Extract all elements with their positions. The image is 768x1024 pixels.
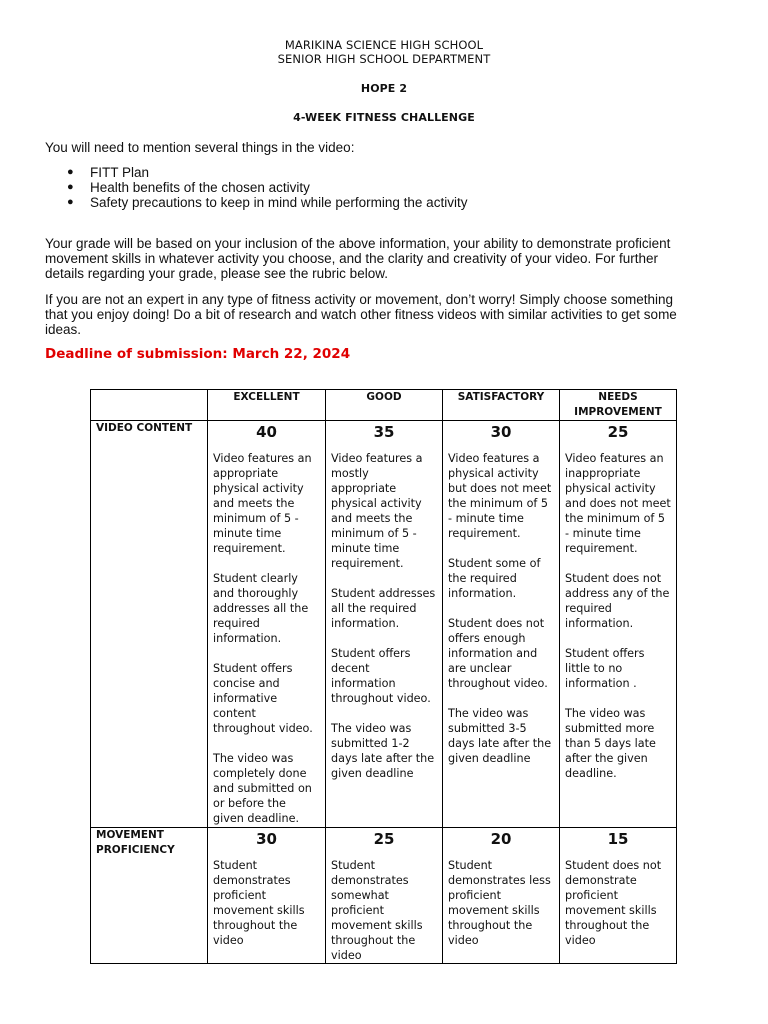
expert-paragraph: If you are not an expert in any type of fitness activity or movement, don’t worry! Simply choose something that you enjoy doing! Do a bit of research and watch other fitness videos with similar activities to get some ideas. <box>45 292 677 337</box>
criteria-text: Student addresses all the required information. <box>331 587 436 630</box>
criteria-text: Video features a mostly appropriate physical activity and meets the minimum of 5 - minute time requirement. <box>331 452 423 570</box>
criteria-text: The video was submitted more than 5 days late after the given deadline. <box>565 707 656 780</box>
column-header-needs-improvement: NEEDS IMPROVEMENT <box>560 390 677 421</box>
list-item: ● Health benefits of the chosen activity <box>67 180 310 195</box>
score-value: 25 <box>607 423 629 441</box>
criteria-text: Student demonstrates somewhat proficient movement skills throughout the video <box>331 859 423 962</box>
rubric-cell <box>560 421 677 828</box>
column-header-good: GOOD <box>326 390 443 421</box>
criteria-text: Student demonstrates proficient movement skills throughout the video <box>213 859 305 947</box>
table-row <box>91 828 677 964</box>
score-value: 30 <box>490 423 512 441</box>
criteria-text: Student does not address any of the required information. <box>565 572 670 630</box>
criteria-text: Student offers little to no information . <box>565 647 645 690</box>
criteria-text: Student clearly and thoroughly addresses all the required information. <box>213 572 309 645</box>
criterion-video-content: VIDEO CONTENT <box>91 421 208 828</box>
list-item: ● Safety precautions to keep in mind while performing the activity <box>67 195 468 210</box>
score-value: 25 <box>373 830 395 848</box>
criteria-text: Video features an appropriate physical activity and meets the minimum of 5 - minute time requirement. <box>213 452 312 555</box>
subject-title: HOPE 2 <box>360 82 408 95</box>
bullet-icon: ● <box>67 166 74 178</box>
score-value: 40 <box>256 423 277 441</box>
criteria-text: The video was submitted 3-5 days late after the given deadline <box>448 707 552 765</box>
criteria-text: Student does not demonstrate proficient movement skills throughout the video <box>565 859 662 947</box>
criteria-text: Student does not offers enough information and are unclear throughout video. <box>448 617 548 690</box>
score-value: 15 <box>607 830 629 848</box>
rubric-cell <box>560 828 677 964</box>
bullet-icon: ● <box>67 181 74 193</box>
requirements-list <box>45 165 467 210</box>
rubric-cell <box>326 421 443 828</box>
grade-paragraph: Your grade will be based on your inclusion of the above information, your ability to demonstrate proficient movement skills in whatever activity you choose, and the clarity and creativity of your video. For further details regarding your grade, please see the rubric below. <box>45 236 671 281</box>
bullet-icon: ● <box>67 196 74 208</box>
rubric-header-row <box>91 390 677 421</box>
rubric-table <box>90 389 677 964</box>
score-value: 20 <box>490 830 512 848</box>
criteria-text: The video was submitted 1-2 days late after the given deadline <box>331 722 435 780</box>
table-row <box>91 421 677 828</box>
score-value: 35 <box>373 423 395 441</box>
rubric-cell <box>443 828 560 964</box>
criterion-movement-proficiency: MOVEMENT PROFICIENCY <box>91 828 208 964</box>
column-header-excellent: EXCELLENT <box>208 390 326 421</box>
criteria-text: The video was completely done and submitted on or before the given deadline. <box>213 752 312 825</box>
school-name: MARIKINA SCIENCE HIGH SCHOOL <box>284 38 484 52</box>
rubric-cell <box>443 421 560 828</box>
score-value: 30 <box>256 830 277 848</box>
criteria-text: Student offers decent information throughout video. <box>331 647 431 705</box>
criteria-text: Video features a physical activity but does not meet the minimum of 5 - minute time requirement. <box>448 452 552 540</box>
deadline-text: Deadline of submission: March 22, 2024 <box>45 346 351 362</box>
intro-text: You will need to mention several things in the video: <box>45 140 355 155</box>
criteria-text: Student demonstrates less proficient movement skills throughout the video <box>448 859 551 947</box>
rubric-cell <box>208 828 326 964</box>
document-title: 4-WEEK FITNESS CHALLENGE <box>293 111 475 124</box>
rubric-cell <box>326 828 443 964</box>
criteria-text: Student offers concise and informative content throughout video. <box>213 662 313 735</box>
rubric-cell <box>208 421 326 828</box>
rubric-corner-cell <box>91 390 208 421</box>
list-item: ● FITT Plan <box>67 165 150 180</box>
column-header-satisfactory: SATISFACTORY <box>443 390 560 421</box>
criteria-text: Video features an inappropriate physical activity and does not meet the minimum of 5 - minute time requirement. <box>565 452 671 555</box>
department-name: SENIOR HIGH SCHOOL DEPARTMENT <box>277 52 491 66</box>
criteria-text: Student some of the required information. <box>448 557 541 600</box>
